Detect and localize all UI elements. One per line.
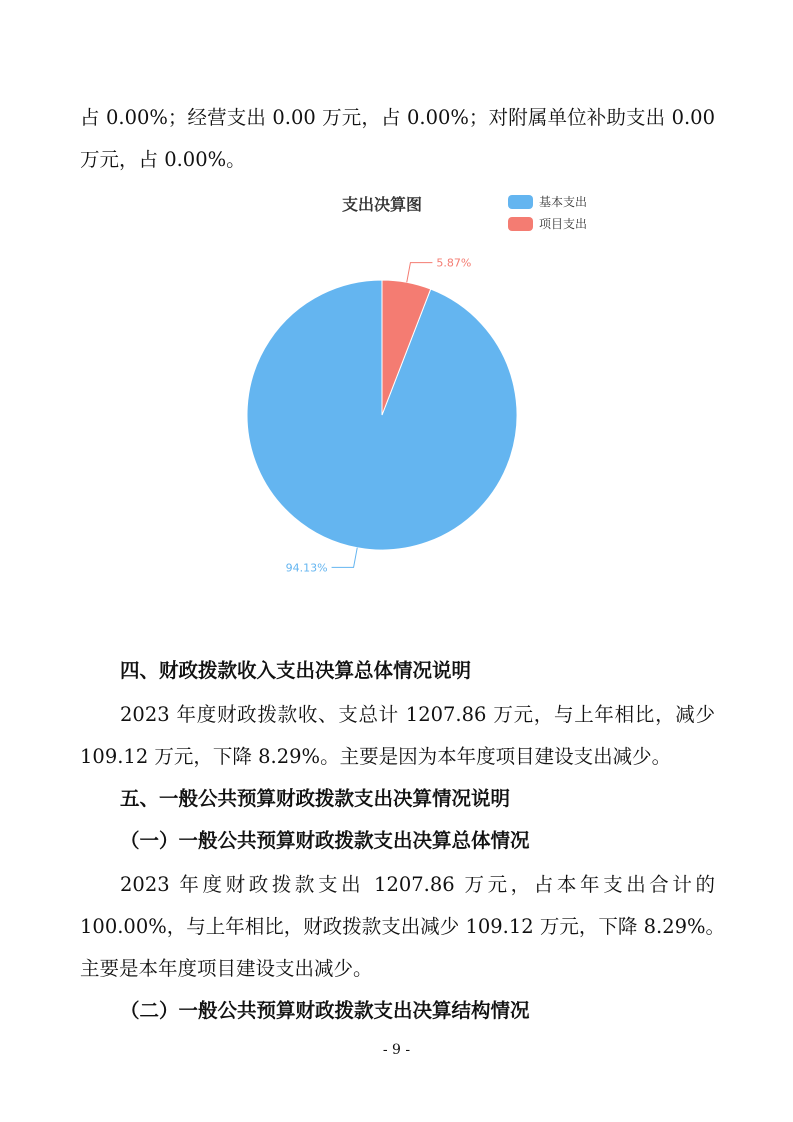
leader-line — [332, 548, 358, 568]
chart-legend — [508, 194, 587, 231]
leader-line — [407, 263, 433, 283]
legend-label: 基本支出 — [539, 195, 588, 209]
subsection-heading: （二）一般公共预算财政拨款支出决算结构情况 — [120, 999, 530, 1022]
chart-title: 支出决算图 — [341, 195, 423, 214]
paragraph-line: 占 0.00%；经营支出 0.00 万元，占 0.00%；对附属单位补助支出 0.00 — [80, 106, 715, 129]
legend-swatch — [508, 217, 533, 231]
section-heading: 四、财政拨款收入支出决算总体情况说明 — [120, 659, 472, 682]
pie-chart — [200, 178, 620, 598]
data-label: 94.13% — [285, 561, 328, 575]
pie-slices — [247, 280, 517, 550]
paragraph-line: 109.12 万元，下降 8.29%。主要是因为本年度项目建设支出减少。 — [80, 745, 672, 768]
legend-label: 项目支出 — [539, 217, 588, 231]
legend-swatch — [508, 195, 533, 209]
paragraph-line: 2023 年度财政拨款收、支总计 1207.86 万元，与上年相比，减少 — [120, 703, 715, 726]
page-number: - 9 - — [382, 1042, 411, 1058]
paragraph-line: 主要是本年度项目建设支出减少。 — [80, 957, 373, 980]
subsection-heading: （一）一般公共预算财政拨款支出决算总体情况 — [120, 829, 530, 852]
section-heading: 五、一般公共预算财政拨款支出决算情况说明 — [120, 787, 511, 810]
paragraph-line: 万元，占 0.00%。 — [80, 148, 246, 171]
paragraph-line: 2023 年度财政拨款支出 1207.86 万元，占本年支出合计的 — [120, 873, 715, 896]
paragraph-line: 100.00%，与上年相比，财政拨款支出减少 109.12 万元，下降 8.29%。 — [80, 915, 726, 938]
data-label: 5.87% — [436, 256, 472, 270]
